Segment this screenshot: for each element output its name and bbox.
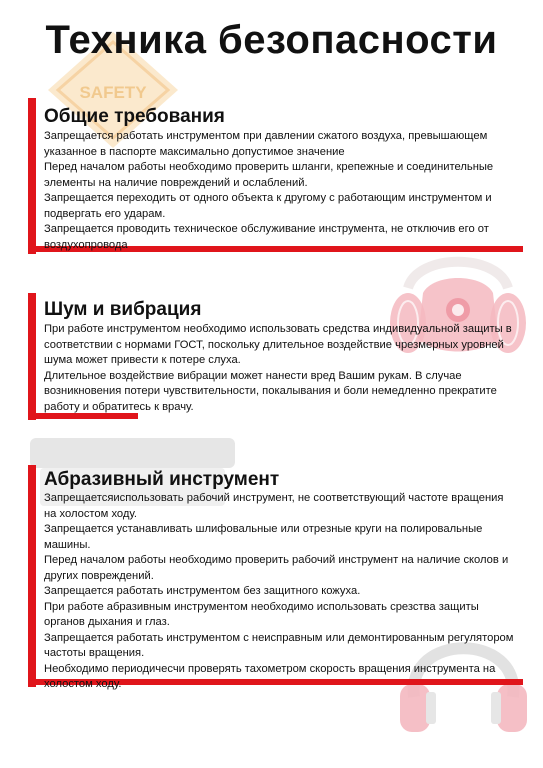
- section-noise-vibration: [28, 293, 523, 423]
- text-line: Перед началом работы необходимо проверить шланги, крепежные и соединительные элементы на наличие повреждений и ослаблений.: [44, 161, 494, 189]
- text-line: При работе абразивным инструментом необходимо использовать срезства защиты органов дыхания и глаз.: [44, 600, 479, 628]
- text-line: Перед началом работы необходимо проверить рабочий инструмент на наличие сколов и других повреждений.: [44, 554, 509, 582]
- text-line: Запрещается устанавливать шлифовальные или отрезные круги на полировальные машины.: [44, 523, 483, 551]
- text-line: Запрещается работать инструментом при давлении сжатого воздуха, превышающем указанное в паспорте максимально допустимое значение: [44, 130, 488, 158]
- section-general-requirements: [28, 98, 523, 254]
- text-line: Длительное воздействие вибрации может нанести вред Вашим рукам. В случае возникновения потери чувствительности, покалывания и боли немедленно прекратите работу и обратитесь к врачу.: [44, 369, 497, 413]
- text-line: Запрещается переходить от одного объекта к другому с работающим инструментом и подвергать его ударам.: [44, 192, 492, 220]
- section-accent-bar: [28, 293, 36, 420]
- section-text: [44, 129, 514, 253]
- text-line: При работе инструментом необходимо использовать средства индивидуальной защиты в соответствии с нормами ГОСТ, поскольку длительное воздействие чрезмерных уровней шума может привести к потере слуха.: [44, 323, 512, 366]
- text-line: Необходимо периодичесчи проверять тахометром скорость вращения инструмента на холостом ходу.: [44, 662, 496, 690]
- section-accent-bar: [28, 465, 36, 687]
- section-heading: Абразивный инструмент: [44, 469, 280, 490]
- text-line: Запрещается проводить техническое обслуживание инструмента, не отключив его от воздухопровода: [44, 223, 489, 251]
- badge-text: SAFETY: [79, 83, 147, 102]
- section-text: [44, 491, 514, 690]
- text-line: Запрещается работать инструментом с неисправным или демонтированным регулятором частоты вращения.: [44, 631, 514, 659]
- section-heading: Шум и вибрация: [44, 299, 202, 320]
- text-line: Запрещается работать инструментом без защитного кожуха.: [44, 585, 361, 597]
- page-title: Техника безопасности: [45, 18, 498, 62]
- section-accent-bar: [28, 98, 36, 254]
- section-abrasive-tool: [28, 465, 523, 690]
- section-text: [44, 322, 514, 415]
- section-heading: Общие требования: [44, 106, 225, 127]
- text-line: Запрещаетсяиспользовать рабочий инструмент, не соответствующий частоте вращения на холостом ходу.: [44, 492, 504, 520]
